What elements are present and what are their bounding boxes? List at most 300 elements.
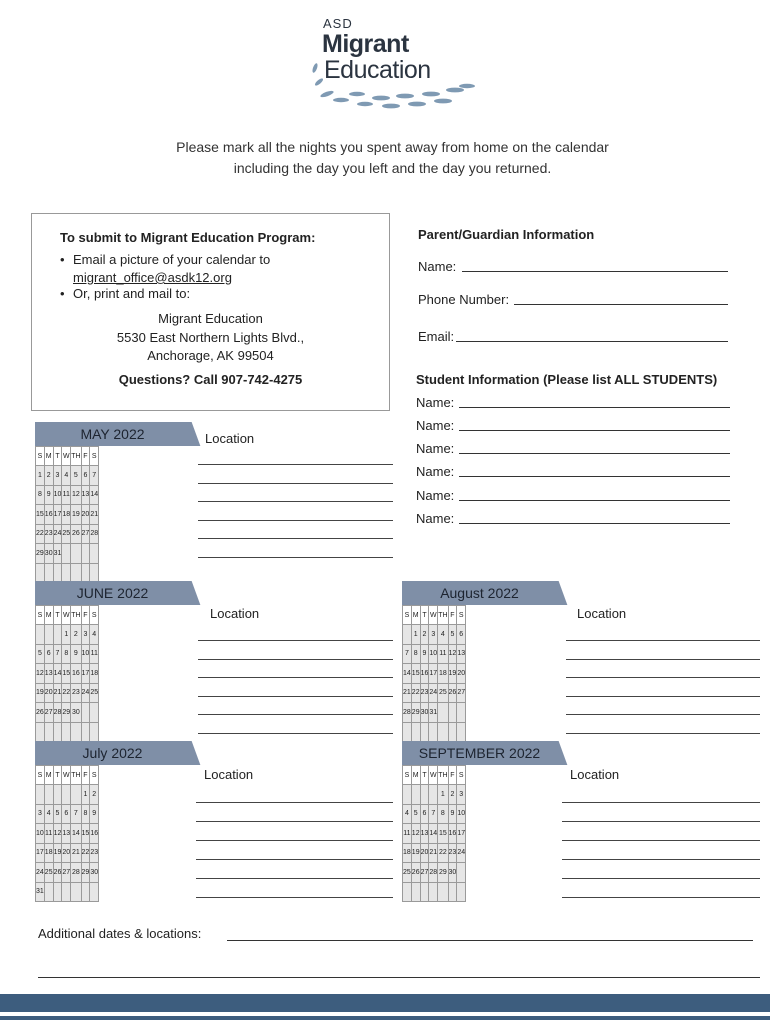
calendar-day-cell[interactable] bbox=[403, 882, 412, 902]
calendar-day-cell[interactable]: 1 bbox=[62, 625, 71, 645]
calendar-day-cell[interactable]: 14 bbox=[90, 485, 99, 505]
calendar-day-cell[interactable]: 7 bbox=[71, 804, 81, 824]
calendar-day-cell[interactable]: 20 bbox=[44, 683, 53, 703]
weekday-header: TH bbox=[71, 606, 81, 625]
calendar-day-cell[interactable]: 19 bbox=[71, 505, 81, 525]
location-label: Location bbox=[210, 606, 260, 621]
location-line[interactable] bbox=[198, 483, 393, 484]
calendar-day-cell[interactable]: 10 bbox=[429, 644, 438, 664]
calendar-day-cell[interactable] bbox=[44, 882, 53, 902]
submit-email-instruction: Email a picture of your calendar to bbox=[73, 252, 271, 267]
calendar-day-cell[interactable]: 13 bbox=[44, 664, 53, 684]
location-label: Location bbox=[204, 767, 254, 782]
calendar-day-cell[interactable]: 17 bbox=[53, 505, 62, 525]
calendar-day-cell[interactable] bbox=[36, 625, 45, 645]
calendar-day-cell[interactable] bbox=[53, 563, 62, 583]
calendar-day-cell[interactable]: 11 bbox=[438, 644, 448, 664]
student-name-label: Name: bbox=[416, 488, 455, 503]
calendar-day-cell[interactable]: 18 bbox=[438, 664, 448, 684]
calendar-day-cell[interactable]: 24 bbox=[81, 683, 90, 703]
calendar-day-cell[interactable]: 11 bbox=[62, 485, 71, 505]
calendar-day-cell[interactable]: 2 bbox=[448, 785, 457, 805]
weekday-header: TH bbox=[71, 766, 81, 785]
calendar-day-cell[interactable] bbox=[420, 722, 429, 742]
calendar-day-cell[interactable] bbox=[36, 563, 45, 583]
calendar-day-cell[interactable]: 26 bbox=[448, 683, 457, 703]
calendar-day-cell[interactable]: 6 bbox=[420, 804, 429, 824]
calendar-day-cell[interactable] bbox=[62, 563, 71, 583]
location-line[interactable] bbox=[198, 501, 393, 502]
calendar-day-cell[interactable]: 7 bbox=[429, 804, 438, 824]
calendar-day-cell[interactable] bbox=[71, 785, 81, 805]
calendar-day-cell[interactable]: 8 bbox=[62, 644, 71, 664]
calendar-day-cell[interactable]: 9 bbox=[44, 485, 53, 505]
calendar-day-cell[interactable]: 23 bbox=[420, 683, 429, 703]
calendar-day-cell[interactable]: 30 bbox=[71, 703, 81, 723]
calendar-day-cell[interactable]: 25 bbox=[90, 683, 99, 703]
calendar-day-cell[interactable]: 22 bbox=[62, 683, 71, 703]
calendar-day-cell[interactable]: 4 bbox=[403, 804, 412, 824]
location-line[interactable] bbox=[198, 520, 393, 521]
weekday-header: S bbox=[90, 766, 99, 785]
weekday-header: F bbox=[81, 447, 90, 466]
calendar-day-cell[interactable] bbox=[81, 544, 90, 564]
calendar-day-cell[interactable] bbox=[403, 722, 412, 742]
logo-asd: ASD bbox=[323, 16, 353, 31]
bullet-icon: • bbox=[60, 252, 65, 267]
calendar-day-cell[interactable]: 31 bbox=[429, 703, 438, 723]
calendar-day-cell[interactable] bbox=[90, 544, 99, 564]
calendar-day-cell[interactable] bbox=[44, 563, 53, 583]
calendar-day-cell[interactable]: 8 bbox=[36, 485, 45, 505]
calendar-day-cell[interactable]: 19 bbox=[448, 664, 457, 684]
calendar-day-cell[interactable]: 21 bbox=[403, 683, 412, 703]
calendar-day-cell[interactable]: 12 bbox=[71, 485, 81, 505]
address-line-1: Migrant Education bbox=[158, 311, 263, 326]
calendar-day-cell[interactable]: 21 bbox=[90, 505, 99, 525]
calendar-day-cell[interactable]: 26 bbox=[71, 524, 81, 544]
calendar-day-cell[interactable]: 3 bbox=[457, 785, 466, 805]
weekday-header: F bbox=[448, 606, 457, 625]
parent-phone-field[interactable] bbox=[514, 304, 728, 305]
calendar-day-cell[interactable] bbox=[411, 785, 420, 805]
calendar-day-cell[interactable]: 30 bbox=[420, 703, 429, 723]
calendar-day-cell[interactable]: 17 bbox=[81, 664, 90, 684]
calendar-day-cell[interactable] bbox=[71, 882, 81, 902]
calendar-day-cell[interactable]: 18 bbox=[62, 505, 71, 525]
calendar-day-cell[interactable] bbox=[448, 882, 457, 902]
calendar-day-cell[interactable]: 14 bbox=[71, 824, 81, 844]
calendar-day-cell[interactable]: 2 bbox=[420, 625, 429, 645]
calendar-day-cell[interactable] bbox=[420, 882, 429, 902]
calendar-day-cell[interactable]: 21 bbox=[429, 843, 438, 863]
calendar-day-cell[interactable]: 27 bbox=[62, 863, 71, 883]
bullet-icon: • bbox=[60, 286, 65, 301]
calendar-day-cell[interactable]: 24 bbox=[429, 683, 438, 703]
calendar-day-cell[interactable] bbox=[71, 722, 81, 742]
calendar-day-cell[interactable]: 27 bbox=[81, 524, 90, 544]
calendar-day-cell[interactable]: 22 bbox=[411, 683, 420, 703]
calendar-day-cell[interactable]: 8 bbox=[411, 644, 420, 664]
fish-school-icon bbox=[305, 54, 485, 114]
calendar-day-cell[interactable] bbox=[448, 722, 457, 742]
calendar-day-cell[interactable] bbox=[420, 785, 429, 805]
location-line[interactable] bbox=[196, 802, 393, 803]
calendar-day-cell[interactable] bbox=[62, 722, 71, 742]
calendar-day-cell[interactable]: 29 bbox=[438, 863, 448, 883]
calendar-day-cell[interactable] bbox=[429, 722, 438, 742]
calendar-day-cell[interactable]: 18 bbox=[403, 843, 412, 863]
calendar-day-cell[interactable]: 26 bbox=[36, 703, 45, 723]
calendar-day-cell[interactable] bbox=[81, 703, 90, 723]
calendar-day-cell[interactable]: 5 bbox=[71, 466, 81, 486]
weekday-header: TH bbox=[438, 766, 448, 785]
intro-line-2: including the day you left and the day you returned. bbox=[233, 160, 552, 176]
location-line[interactable] bbox=[566, 696, 760, 697]
location-label: Location bbox=[570, 767, 620, 782]
location-line[interactable] bbox=[198, 557, 393, 558]
calendar-day-cell[interactable]: 2 bbox=[44, 466, 53, 486]
student-name-label: Name: bbox=[416, 464, 455, 479]
calendar-day-cell[interactable]: 21 bbox=[53, 683, 62, 703]
calendar-day-cell[interactable]: 1 bbox=[438, 785, 448, 805]
additional-dates-field[interactable] bbox=[227, 940, 753, 941]
calendar-day-cell[interactable]: 20 bbox=[420, 843, 429, 863]
calendar-day-cell[interactable]: 2 bbox=[71, 625, 81, 645]
calendar-day-cell[interactable]: 10 bbox=[81, 644, 90, 664]
location-line[interactable] bbox=[198, 659, 393, 660]
weekday-header: T bbox=[420, 606, 429, 625]
location-line[interactable] bbox=[562, 878, 760, 879]
parent-email-field[interactable] bbox=[456, 341, 728, 342]
address-line-3: Anchorage, AK 99504 bbox=[147, 348, 274, 363]
location-line[interactable] bbox=[198, 696, 393, 697]
calendar-day-cell[interactable]: 26 bbox=[411, 863, 420, 883]
location-line[interactable] bbox=[198, 640, 393, 641]
calendar-day-cell[interactable]: 19 bbox=[36, 683, 45, 703]
location-line[interactable] bbox=[198, 714, 393, 715]
weekday-header: TH bbox=[71, 447, 81, 466]
calendar-day-cell[interactable]: 19 bbox=[411, 843, 420, 863]
calendar-day-cell[interactable]: 20 bbox=[457, 664, 466, 684]
calendar-day-cell[interactable]: 5 bbox=[448, 625, 457, 645]
calendar-day-cell[interactable]: 15 bbox=[36, 505, 45, 525]
calendar-day-cell[interactable] bbox=[411, 882, 420, 902]
calendar-day-cell[interactable]: 6 bbox=[457, 625, 466, 645]
location-line[interactable] bbox=[562, 897, 760, 898]
calendar-day-cell[interactable] bbox=[53, 882, 62, 902]
student-name-field-6[interactable] bbox=[459, 523, 730, 524]
student-name-field-5[interactable] bbox=[459, 500, 730, 501]
calendar-day-cell[interactable] bbox=[53, 785, 62, 805]
calendar-day-cell[interactable]: 15 bbox=[438, 824, 448, 844]
calendar-day-cell[interactable]: 29 bbox=[81, 863, 90, 883]
calendar-day-cell[interactable] bbox=[81, 882, 90, 902]
calendar-day-cell[interactable]: 30 bbox=[44, 544, 53, 564]
calendar-day-cell[interactable]: 31 bbox=[36, 882, 45, 902]
calendar-day-cell[interactable]: 14 bbox=[429, 824, 438, 844]
calendar-day-cell[interactable]: 1 bbox=[81, 785, 90, 805]
calendar-day-cell[interactable]: 20 bbox=[81, 505, 90, 525]
calendar-day-cell[interactable] bbox=[53, 625, 62, 645]
location-line[interactable] bbox=[566, 677, 760, 678]
calendar-day-cell[interactable] bbox=[90, 703, 99, 723]
weekday-header: TH bbox=[438, 606, 448, 625]
calendar-day-cell[interactable]: 27 bbox=[44, 703, 53, 723]
calendar-day-cell[interactable] bbox=[448, 703, 457, 723]
calendar-day-cell[interactable]: 5 bbox=[36, 644, 45, 664]
location-line[interactable] bbox=[198, 677, 393, 678]
calendar-day-cell[interactable] bbox=[62, 544, 71, 564]
calendar-day-cell[interactable]: 18 bbox=[44, 843, 53, 863]
calendar-day-cell[interactable]: 22 bbox=[438, 843, 448, 863]
calendar-grid bbox=[35, 605, 99, 742]
additional-dates-field-2[interactable] bbox=[38, 977, 760, 978]
calendar-day-cell[interactable] bbox=[457, 863, 466, 883]
calendar-day-cell[interactable]: 11 bbox=[90, 644, 99, 664]
calendar-day-cell[interactable]: 30 bbox=[90, 863, 99, 883]
location-line[interactable] bbox=[566, 733, 760, 734]
weekday-header: S bbox=[36, 447, 45, 466]
submit-title: To submit to Migrant Education Program: bbox=[60, 230, 316, 245]
calendar-day-cell[interactable]: 3 bbox=[429, 625, 438, 645]
calendar-day-cell[interactable]: 12 bbox=[53, 824, 62, 844]
location-line[interactable] bbox=[196, 897, 393, 898]
calendar-day-cell[interactable]: 21 bbox=[71, 843, 81, 863]
calendar-day-cell[interactable]: 8 bbox=[438, 804, 448, 824]
calendar-day-cell[interactable]: 14 bbox=[403, 664, 412, 684]
calendar-month-title: July 2022 bbox=[35, 741, 190, 765]
weekday-header: T bbox=[53, 447, 62, 466]
calendar-day-cell[interactable]: 5 bbox=[411, 804, 420, 824]
calendar-day-cell[interactable]: 7 bbox=[90, 466, 99, 486]
calendar-day-cell[interactable]: 14 bbox=[53, 664, 62, 684]
calendar-day-cell[interactable]: 17 bbox=[457, 824, 466, 844]
weekday-header: M bbox=[411, 606, 420, 625]
calendar-day-cell[interactable]: 1 bbox=[36, 466, 45, 486]
student-name-field-4[interactable] bbox=[459, 476, 730, 477]
calendar-day-cell[interactable]: 13 bbox=[420, 824, 429, 844]
calendar-day-cell[interactable]: 28 bbox=[71, 863, 81, 883]
calendar-day-cell[interactable] bbox=[403, 785, 412, 805]
calendar-month-title: August 2022 bbox=[402, 581, 557, 605]
calendar-day-cell[interactable]: 23 bbox=[44, 524, 53, 544]
calendar-day-cell[interactable] bbox=[90, 722, 99, 742]
calendar-day-cell[interactable]: 29 bbox=[411, 703, 420, 723]
calendar-day-cell[interactable]: 6 bbox=[81, 466, 90, 486]
calendar-day-cell[interactable]: 16 bbox=[71, 664, 81, 684]
weekday-header: S bbox=[90, 447, 99, 466]
calendar-day-cell[interactable]: 18 bbox=[90, 664, 99, 684]
weekday-header: W bbox=[429, 766, 438, 785]
calendar-day-cell[interactable] bbox=[438, 722, 448, 742]
calendar-day-cell[interactable]: 3 bbox=[36, 804, 45, 824]
location-line[interactable] bbox=[562, 821, 760, 822]
calendar-day-cell[interactable]: 13 bbox=[62, 824, 71, 844]
calendar-day-cell[interactable] bbox=[411, 722, 420, 742]
calendar-day-cell[interactable] bbox=[71, 563, 81, 583]
calendar-day-cell[interactable]: 30 bbox=[448, 863, 457, 883]
calendar-day-cell[interactable]: 28 bbox=[90, 524, 99, 544]
calendar-day-cell[interactable]: 13 bbox=[457, 644, 466, 664]
weekday-header: W bbox=[429, 606, 438, 625]
calendar-day-cell[interactable]: 15 bbox=[411, 664, 420, 684]
calendar-day-cell[interactable] bbox=[71, 544, 81, 564]
parent-name-field[interactable] bbox=[462, 271, 728, 272]
calendar-day-cell[interactable] bbox=[429, 882, 438, 902]
calendar-day-cell[interactable]: 10 bbox=[36, 824, 45, 844]
calendar-day-cell[interactable]: 4 bbox=[62, 466, 71, 486]
location-line[interactable] bbox=[198, 733, 393, 734]
weekday-header: W bbox=[62, 447, 71, 466]
calendar-day-cell[interactable]: 2 bbox=[90, 785, 99, 805]
student-name-field-3[interactable] bbox=[459, 453, 730, 454]
calendar-day-cell[interactable]: 17 bbox=[36, 843, 45, 863]
calendar-day-cell[interactable]: 11 bbox=[44, 824, 53, 844]
calendar-day-cell[interactable] bbox=[81, 722, 90, 742]
calendar-day-cell[interactable] bbox=[90, 563, 99, 583]
parent-phone-label: Phone Number: bbox=[418, 292, 510, 307]
calendar-day-cell[interactable]: 24 bbox=[457, 843, 466, 863]
student-name-field-2[interactable] bbox=[459, 430, 730, 431]
calendar-day-cell[interactable]: 10 bbox=[457, 804, 466, 824]
location-line[interactable] bbox=[198, 538, 393, 539]
calendar-day-cell[interactable]: 23 bbox=[448, 843, 457, 863]
location-line[interactable] bbox=[562, 840, 760, 841]
calendar-day-cell[interactable] bbox=[62, 785, 71, 805]
calendar-day-cell[interactable]: 4 bbox=[438, 625, 448, 645]
calendar-day-cell[interactable] bbox=[36, 785, 45, 805]
calendar-day-cell[interactable] bbox=[53, 722, 62, 742]
weekday-header: T bbox=[420, 766, 429, 785]
calendar-day-cell[interactable]: 7 bbox=[403, 644, 412, 664]
calendar-day-cell[interactable]: 9 bbox=[71, 644, 81, 664]
calendar-day-cell[interactable]: 25 bbox=[44, 863, 53, 883]
calendar-day-cell[interactable]: 12 bbox=[411, 824, 420, 844]
calendar-day-cell[interactable]: 29 bbox=[36, 544, 45, 564]
calendar-day-cell[interactable]: 12 bbox=[448, 644, 457, 664]
calendar-day-cell[interactable] bbox=[81, 563, 90, 583]
location-line[interactable] bbox=[566, 714, 760, 715]
calendar-day-cell[interactable]: 23 bbox=[71, 683, 81, 703]
calendar-day-cell[interactable]: 23 bbox=[90, 843, 99, 863]
calendar-day-cell[interactable]: 10 bbox=[53, 485, 62, 505]
calendar-day-cell[interactable] bbox=[457, 882, 466, 902]
calendar-day-cell[interactable]: 19 bbox=[53, 843, 62, 863]
calendar-day-cell[interactable] bbox=[36, 722, 45, 742]
calendar-day-cell[interactable]: 29 bbox=[62, 703, 71, 723]
location-line[interactable] bbox=[562, 859, 760, 860]
calendar-day-cell[interactable]: 16 bbox=[44, 505, 53, 525]
location-line[interactable] bbox=[198, 464, 393, 465]
calendar-day-cell[interactable]: 16 bbox=[448, 824, 457, 844]
calendar-day-cell[interactable]: 3 bbox=[53, 466, 62, 486]
calendar-day-cell[interactable]: 24 bbox=[36, 863, 45, 883]
calendar-day-cell[interactable] bbox=[44, 785, 53, 805]
calendar-day-cell[interactable]: 28 bbox=[53, 703, 62, 723]
location-line[interactable] bbox=[566, 640, 760, 641]
calendar-day-cell[interactable]: 6 bbox=[62, 804, 71, 824]
weekday-header: S bbox=[457, 606, 466, 625]
calendar-day-cell[interactable] bbox=[457, 722, 466, 742]
student-name-label: Name: bbox=[416, 511, 455, 526]
location-line[interactable] bbox=[196, 859, 393, 860]
calendar-day-cell[interactable]: 25 bbox=[438, 683, 448, 703]
calendar-day-cell[interactable]: 9 bbox=[90, 804, 99, 824]
calendar-day-cell[interactable]: 16 bbox=[420, 664, 429, 684]
calendar-day-cell[interactable]: 6 bbox=[44, 644, 53, 664]
location-line[interactable] bbox=[196, 821, 393, 822]
calendar-day-cell[interactable] bbox=[438, 703, 448, 723]
calendar-day-cell[interactable]: 27 bbox=[420, 863, 429, 883]
weekday-header: W bbox=[62, 606, 71, 625]
calendar-day-cell[interactable]: 25 bbox=[62, 524, 71, 544]
calendar-day-cell[interactable]: 9 bbox=[420, 644, 429, 664]
calendar-day-cell[interactable]: 27 bbox=[457, 683, 466, 703]
calendar-day-cell[interactable]: 20 bbox=[62, 843, 71, 863]
calendar-day-cell[interactable]: 3 bbox=[81, 625, 90, 645]
location-label: Location bbox=[577, 606, 627, 621]
calendar-day-cell[interactable]: 4 bbox=[44, 804, 53, 824]
calendar-day-cell[interactable] bbox=[90, 882, 99, 902]
calendar-day-cell[interactable] bbox=[44, 722, 53, 742]
weekday-header: S bbox=[90, 606, 99, 625]
intro-text bbox=[0, 137, 770, 179]
calendar-day-cell[interactable] bbox=[403, 625, 412, 645]
calendar-day-cell[interactable]: 24 bbox=[53, 524, 62, 544]
calendar-day-cell[interactable]: 8 bbox=[81, 804, 90, 824]
calendar-day-cell[interactable] bbox=[62, 882, 71, 902]
weekday-header: S bbox=[36, 766, 45, 785]
calendar-day-cell[interactable]: 13 bbox=[81, 485, 90, 505]
calendar-day-cell[interactable]: 26 bbox=[53, 863, 62, 883]
calendar-day-cell[interactable]: 7 bbox=[53, 644, 62, 664]
calendar-day-cell[interactable]: 4 bbox=[90, 625, 99, 645]
calendar-day-cell[interactable]: 9 bbox=[448, 804, 457, 824]
calendar-day-cell[interactable]: 25 bbox=[403, 863, 412, 883]
calendar-day-cell[interactable]: 22 bbox=[36, 524, 45, 544]
calendar-day-cell[interactable]: 31 bbox=[53, 544, 62, 564]
location-line[interactable] bbox=[196, 878, 393, 879]
calendar-day-cell[interactable]: 28 bbox=[429, 863, 438, 883]
weekday-header: T bbox=[53, 766, 62, 785]
submit-email-link[interactable]: migrant_office@asdk12.org bbox=[73, 270, 232, 285]
calendar-day-cell[interactable]: 11 bbox=[403, 824, 412, 844]
calendar-day-cell[interactable]: 15 bbox=[62, 664, 71, 684]
weekday-header: S bbox=[403, 766, 412, 785]
location-line[interactable] bbox=[562, 802, 760, 803]
intro-line-1: Please mark all the nights you spent away from home on the calendar bbox=[176, 139, 609, 155]
calendar-day-cell[interactable] bbox=[457, 703, 466, 723]
calendar-day-cell[interactable]: 28 bbox=[403, 703, 412, 723]
calendar-day-cell[interactable]: 15 bbox=[81, 824, 90, 844]
questions-phone: Questions? Call 907-742-4275 bbox=[118, 372, 303, 387]
calendar-day-cell[interactable]: 16 bbox=[90, 824, 99, 844]
calendar-day-cell[interactable]: 12 bbox=[36, 664, 45, 684]
student-name-field-1[interactable] bbox=[459, 407, 730, 408]
calendar-day-cell[interactable] bbox=[44, 625, 53, 645]
calendar-day-cell[interactable]: 5 bbox=[53, 804, 62, 824]
location-line[interactable] bbox=[196, 840, 393, 841]
location-line[interactable] bbox=[566, 659, 760, 660]
calendar-day-cell[interactable]: 1 bbox=[411, 625, 420, 645]
calendar-day-cell[interactable]: 17 bbox=[429, 664, 438, 684]
student-name-label: Name: bbox=[416, 441, 455, 456]
calendar-day-cell[interactable] bbox=[429, 785, 438, 805]
calendar-day-cell[interactable]: 22 bbox=[81, 843, 90, 863]
parent-name-label: Name: bbox=[418, 259, 457, 274]
calendar-day-cell[interactable] bbox=[438, 882, 448, 902]
